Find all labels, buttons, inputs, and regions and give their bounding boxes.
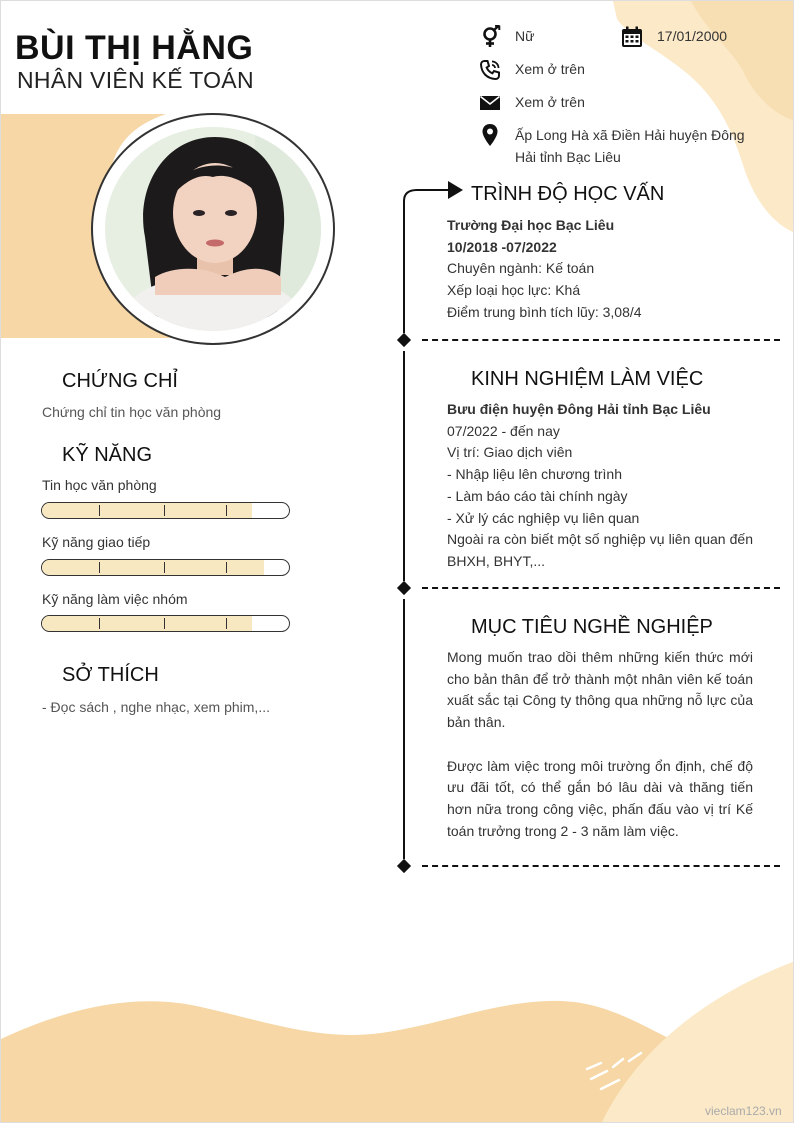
address-value: Ấp Long Hà xã Điền Hải huyện Đông Hải tỉnh Bạc Liêu: [515, 127, 745, 165]
avatar: [91, 113, 335, 345]
education-heading: TRÌNH ĐỘ HỌC VẤN: [471, 183, 665, 205]
education-rank: Xếp loại học lực: Khá: [447, 282, 581, 299]
skill-bar: [41, 615, 290, 632]
phone-value: Xem ở trên: [515, 61, 585, 77]
skill-bar-fill: [42, 503, 252, 518]
email-value: Xem ở trên: [515, 94, 585, 110]
location-icon: [478, 123, 502, 147]
skill-bar-tick: [99, 505, 100, 516]
skill-bar: [41, 502, 290, 519]
timeline-line: [403, 206, 405, 333]
skill-bar-tick: [226, 618, 227, 629]
timeline-arrow-icon: [399, 179, 465, 209]
calendar-icon: [620, 25, 644, 49]
experience-extra: Ngoài ra còn biết một số nghiệp vụ liên quan đến BHXH, BHYT,...: [447, 531, 753, 569]
skill-bar-tick: [164, 505, 165, 516]
experience-period: 07/2022 - đến nay: [447, 422, 560, 439]
skill-bar-fill: [42, 616, 252, 631]
skill-label: Kỹ năng làm việc nhóm: [42, 591, 188, 607]
portrait-image: [105, 127, 321, 331]
section-divider: [422, 339, 780, 341]
watermark: vieclam123.vn: [705, 1104, 782, 1118]
objective-section: [447, 647, 753, 842]
timeline-line: [403, 599, 405, 859]
skill-bar-tick: [99, 562, 100, 573]
experience-task: - Xử lý các nghiệp vụ liên quan: [447, 509, 640, 526]
dob-value: 17/01/2000: [657, 28, 728, 44]
timeline-line: [403, 351, 405, 581]
hobbies-text: - Đọc sách , nghe nhạc, xem phim,...: [42, 699, 270, 715]
hobbies-heading: SỞ THÍCH: [62, 664, 159, 686]
avatar-photo: [105, 127, 321, 331]
skills-heading: KỸ NĂNG: [62, 444, 153, 466]
experience-section: [447, 399, 753, 573]
experience-task: - Làm báo cáo tài chính ngày: [447, 487, 628, 504]
experience-position: Vị trí: Giao dịch viên: [447, 444, 573, 461]
job-title: NHÂN VIÊN KẾ TOÁN: [17, 67, 254, 93]
section-divider: [422, 587, 780, 589]
skill-bar-tick: [226, 562, 227, 573]
phone-icon: [478, 58, 502, 82]
skill-bar-tick: [164, 562, 165, 573]
skill-bar-tick: [99, 618, 100, 629]
gender-value: Nữ: [515, 28, 535, 44]
certificates-heading: CHỨNG CHỈ: [62, 370, 178, 392]
section-divider: [422, 865, 780, 867]
candidate-name: BÙI THỊ HẰNG: [15, 29, 254, 67]
education-gpa: Điểm trung bình tích lũy: 3,08/4: [447, 303, 642, 320]
education-school: Trường Đại học Bạc Liêu: [447, 217, 615, 233]
education-major: Chuyên ngành: Kế toán: [447, 260, 595, 277]
skill-label: Tin học văn phòng: [42, 477, 157, 493]
certificate-item: Chứng chỉ tin học văn phòng: [42, 404, 222, 420]
gender-icon: [478, 25, 502, 49]
skill-bar-tick: [226, 505, 227, 516]
skill-bar-fill: [42, 560, 264, 575]
skill-bar-tick: [164, 618, 165, 629]
email-icon: [478, 91, 502, 115]
objective-paragraph: Mong muốn trao dồi thêm những kiến thức mới cho bản thân để trở thành một nhân viên kế toán xuất sắc tại Công ty thông qua những nỗ lực của bản thân.: [447, 649, 753, 731]
education-section: [447, 215, 753, 324]
objective-paragraph: Được làm việc trong môi trường ổn định, chế độ ưu đãi tốt, có thể gắn bó lâu dài và thăng tiến hơn nữa trong công việc, phấn đấu vào vị trí Kế toán trưởng trong 2 - 3 năm làm việc.: [447, 757, 753, 839]
objective-heading: MỤC TIÊU NGHỀ NGHIỆP: [471, 616, 713, 638]
education-period: 10/2018 -07/2022: [447, 238, 557, 255]
skill-bar: [41, 559, 290, 576]
skill-label: Kỹ năng giao tiếp: [42, 534, 151, 550]
experience-company: Bưu điện huyện Đông Hải tỉnh Bạc Liêu: [447, 401, 711, 417]
experience-task: - Nhập liệu lên chương trình: [447, 466, 622, 483]
experience-heading: KINH NGHIỆM LÀM VIỆC: [471, 368, 704, 390]
